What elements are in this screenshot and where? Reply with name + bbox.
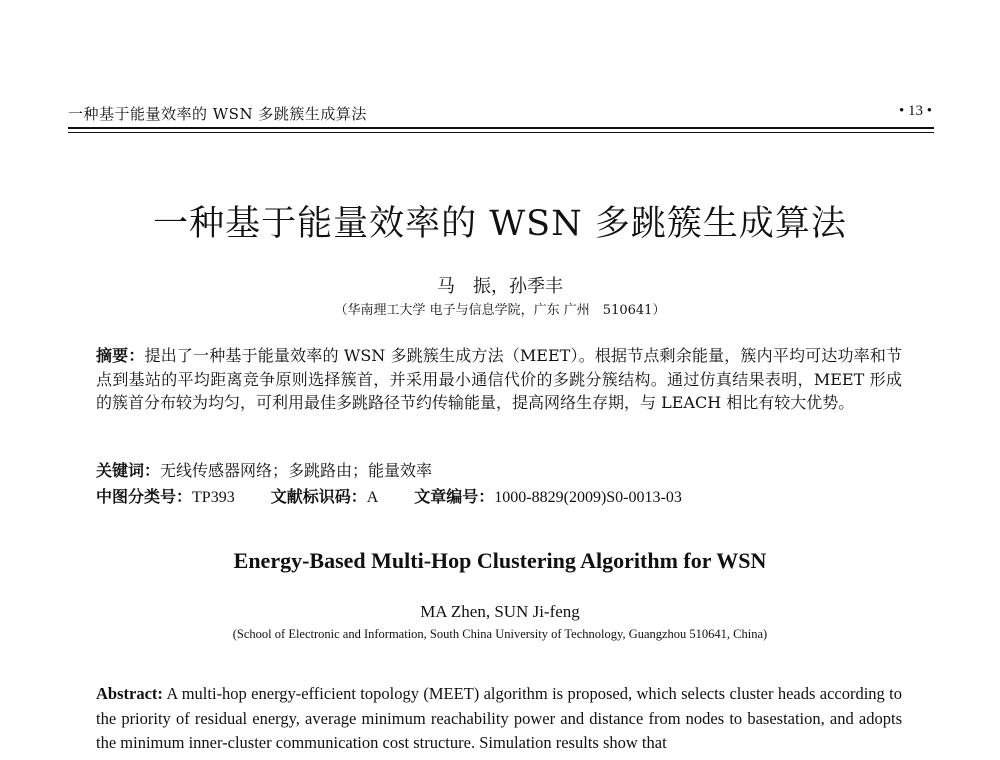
doc-code-label: 文献标识码：: [270, 487, 367, 506]
abstract-en-label: Abstract:: [96, 684, 163, 703]
clc-label: 中图分类号：: [96, 487, 193, 506]
affiliation-cn: （华南理工大学 电子与信息学院，广东 广州 510641）: [334, 303, 666, 318]
header-rule-thick: [68, 127, 934, 129]
keywords-cn-label: 关键词：: [96, 461, 161, 480]
page-number: • 13 •: [898, 103, 932, 119]
authors-cn: 马 振，孙季丰: [437, 276, 563, 297]
abstract-en: [96, 682, 902, 756]
article-no-value: 1000-8829(2009)S0-0013-03: [494, 489, 682, 506]
classification-line: [96, 484, 682, 507]
abstract-cn: [96, 344, 902, 415]
running-header-title: 一种基于能量效率的 WSN 多跳簇生成算法: [68, 105, 367, 123]
abstract-cn-label: 摘要：: [96, 346, 145, 365]
running-header: [68, 101, 932, 127]
abstract-en-text: A multi-hop energy-efficient topology (MEET) algorithm is proposed, which selects cluster heads according to the priority of residual energy, average minimum reachability power and distance from nodes to basestation, and adopts the minimum inner-cluster communication cost structure. Simulation results show that: [96, 684, 902, 752]
authors-en: MA Zhen, SUN Ji-feng: [420, 602, 580, 621]
header-rule-thin: [68, 132, 934, 133]
paper-title-en: Energy-Based Multi-Hop Clustering Algorithm for WSN: [233, 548, 767, 573]
keywords-cn-text: 无线传感器网络；多跳路由；能量效率: [160, 461, 433, 480]
affiliation-en: (School of Electronic and Information, South China University of Technology, Guangzhou 510641, China): [232, 627, 768, 641]
clc-value: TP393: [192, 489, 235, 506]
keywords-cn: [96, 458, 432, 481]
article-no-label: 文章编号：: [414, 487, 495, 506]
doc-code-value: A: [366, 489, 379, 506]
paper-title-cn: 一种基于能量效率的 WSN 多跳簇生成算法: [153, 204, 847, 244]
abstract-cn-text: 提出了一种基于能量效率的 WSN 多跳簇生成方法（MEET）。根据节点剩余能量，簇内平均可达功率和节点到基站的平均距离竞争原则选择簇首，并采用最小通信代价的多跳分簇结构。通过仿真结果表明，MEET 形成的簇首分布较为均匀，可利用最佳多跳路径节约传输能量，提高网络生存期，与 LEACH 相比有较大优势。: [96, 346, 902, 412]
